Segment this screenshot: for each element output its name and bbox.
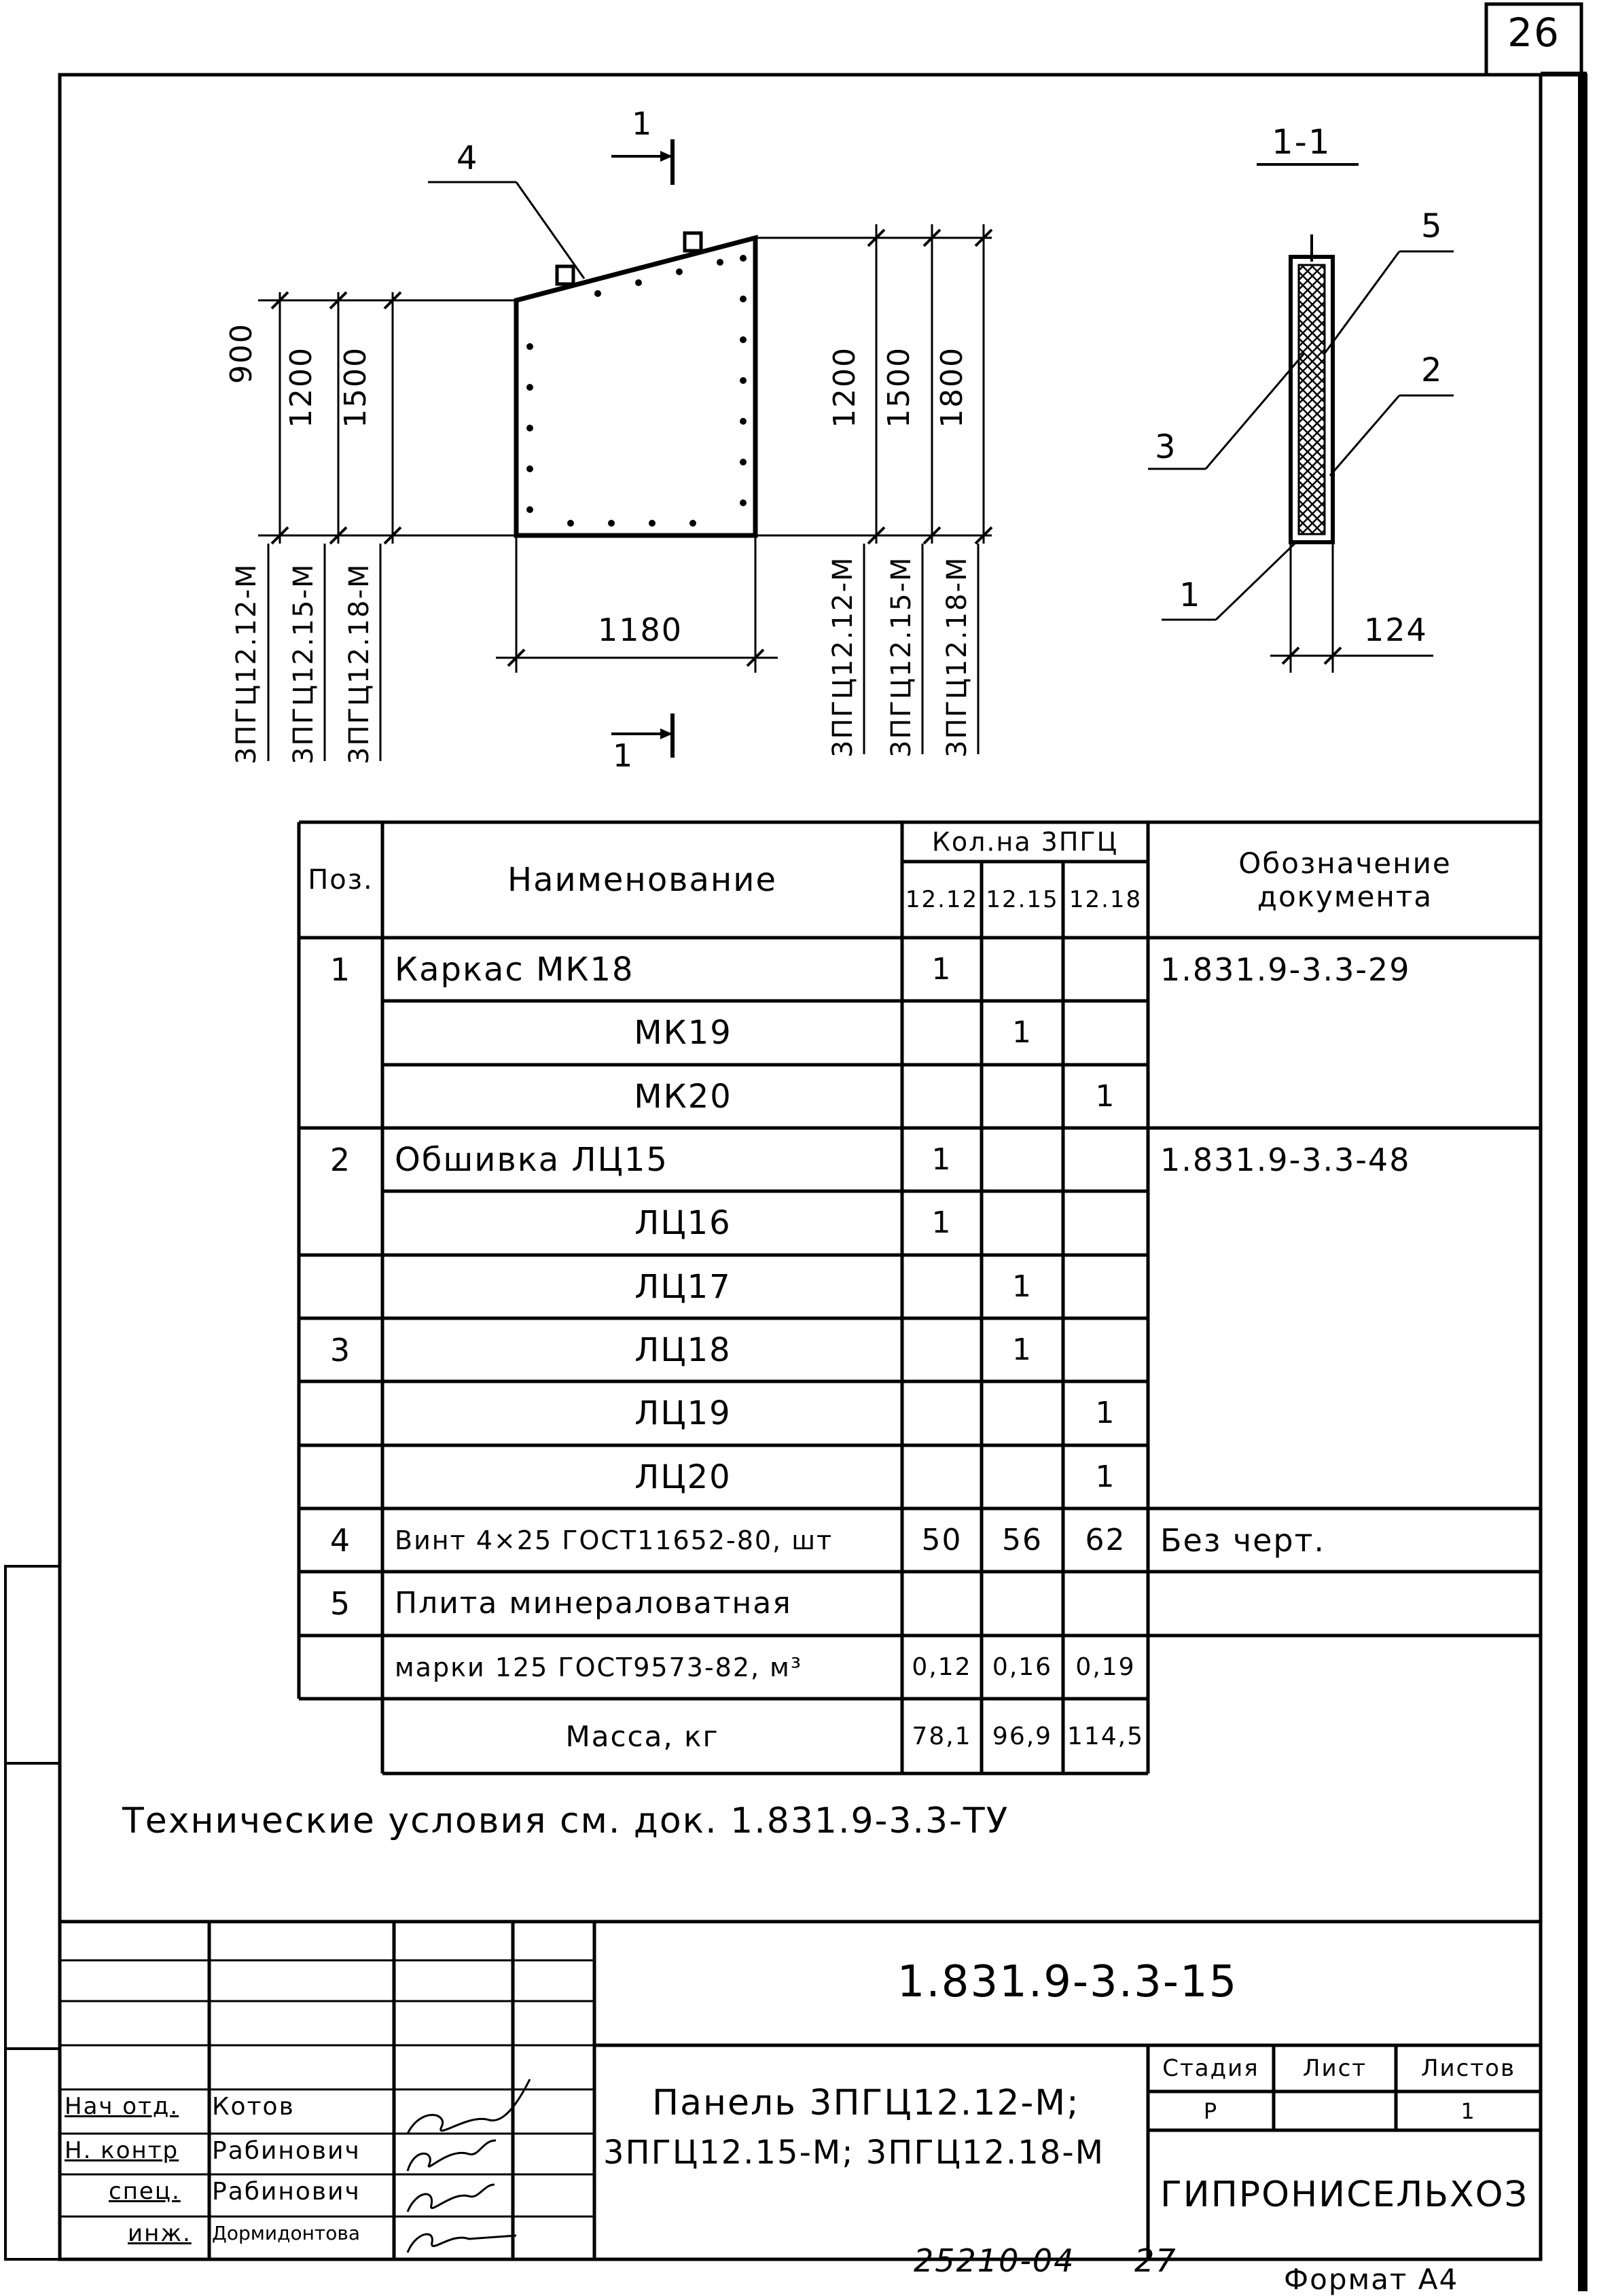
height-dim-1500-right: 1500	[882, 347, 916, 428]
stage-label: Стадия	[1162, 2055, 1259, 2082]
spec-row-3-qty-1218: 1	[1095, 1079, 1116, 1114]
spec-row-7-name: ЛЦ18	[634, 1330, 732, 1369]
header-name: Наименование	[507, 861, 777, 899]
mass-1212: 78,1	[912, 1722, 972, 1750]
spec-row-10-name: Винт 4×25 ГОСТ11652-80, шт	[395, 1525, 833, 1555]
spec-row-10-qty-1215: 56	[1002, 1523, 1043, 1557]
mark-left-1215: 3ПГЦ12.15-М	[288, 563, 319, 764]
spec-row-10-qty-1212: 50	[921, 1523, 963, 1557]
spec-row-10-pos: 4	[329, 1521, 352, 1559]
height-dim-900: 900	[224, 323, 259, 384]
callout-4: 4	[456, 139, 479, 177]
spec-row-12-qty-1212: 0,12	[912, 1653, 972, 1681]
height-dim-1200-left: 1200	[284, 347, 319, 428]
signer-name-4: Дормидонтова	[212, 2222, 360, 2244]
signer-role-3: спец.	[109, 2178, 181, 2205]
mass-label: Масса, кг	[565, 1719, 719, 1753]
sheets-value: 1	[1460, 2098, 1476, 2124]
header-pos: Поз.	[308, 864, 374, 896]
sheet-label: Лист	[1302, 2055, 1367, 2082]
mass-1218: 114,5	[1066, 1722, 1145, 1750]
format-label: Формат А4	[1284, 2263, 1459, 2296]
spec-row-3-name: МК20	[634, 1077, 732, 1116]
section-mark-bottom: 1	[613, 737, 634, 774]
section-callout-5: 5	[1421, 207, 1443, 245]
title-line-2: 3ПГЦ12.15-М; 3ПГЦ12.18-М	[603, 2134, 1105, 2172]
header-qty-1212: 12.12	[905, 886, 979, 913]
spec-row-1-pos: 1	[329, 951, 352, 988]
signer-name-1: Котов	[212, 2093, 295, 2121]
spec-row-7-qty-1215: 1	[1012, 1332, 1033, 1367]
header-qty-group: Кол.на 3ПГЦ	[931, 827, 1119, 857]
signer-name-3: Рабинович	[212, 2178, 361, 2206]
signer-role-4: инж.	[128, 2220, 192, 2247]
section-mark-top: 1	[632, 105, 653, 142]
spec-row-12-name: марки 125 ГОСТ9573-82, м³	[395, 1652, 803, 1682]
spec-row-4-doc: 1.831.9-3.3-48	[1160, 1141, 1411, 1178]
sheet-value	[1274, 2091, 1396, 2130]
header-qty-1215: 12.15	[986, 886, 1059, 913]
organization-name: ГИПРОНИСЕЛЬХОЗ	[1160, 2174, 1528, 2215]
header-qty-1218: 12.18	[1069, 886, 1143, 913]
mark-right-1215: 3ПГЦ12.15-М	[886, 556, 917, 758]
section-title: 1-1	[1272, 122, 1331, 162]
archive-number: 25210-04	[914, 2242, 1075, 2279]
spec-row-2-qty-1215: 1	[1012, 1015, 1033, 1050]
header-doc: Обозначение документа	[1238, 847, 1452, 913]
height-dim-1500-left: 1500	[338, 347, 373, 428]
height-dim-1800: 1800	[935, 347, 969, 428]
mass-1215: 96,9	[992, 1722, 1053, 1750]
spec-row-4-pos: 2	[329, 1141, 352, 1178]
spec-row-1-qty-1212: 1	[931, 952, 952, 987]
spec-row-7-pos: 3	[329, 1331, 352, 1368]
spec-row-6-qty-1215: 1	[1012, 1269, 1033, 1304]
spec-row-8-name: ЛЦ19	[634, 1394, 732, 1432]
mark-right-1212: 3ПГЦ12.12-М	[827, 556, 859, 758]
spec-row-6-name: ЛЦ17	[634, 1267, 732, 1306]
page-number: 26	[1507, 10, 1560, 56]
height-dim-1200-right: 1200	[827, 347, 862, 428]
spec-row-10-doc: Без черт.	[1160, 1521, 1326, 1559]
spec-row-5-name: ЛЦ16	[634, 1203, 732, 1242]
sheets-label: Листов	[1420, 2055, 1515, 2082]
spec-row-5-qty-1212: 1	[931, 1205, 952, 1240]
section-callout-3: 3	[1155, 428, 1177, 466]
technical-conditions-note: Технические условия см. док. 1.831.9-3.3-ТУ	[122, 1801, 1009, 1841]
document-code: 1.831.9-3.3-15	[897, 1957, 1238, 2007]
spec-row-9-qty-1218: 1	[1095, 1460, 1116, 1494]
spec-row-12-qty-1218: 0,19	[1075, 1653, 1136, 1681]
stage-value: Р	[1203, 2098, 1219, 2124]
spec-row-10-qty-1218: 62	[1085, 1523, 1126, 1557]
spec-row-4-name: Обшивка ЛЦ15	[395, 1140, 668, 1179]
spec-row-1-name: Каркас МК18	[395, 950, 634, 989]
spec-row-11-name: Плита минераловатная	[395, 1586, 792, 1621]
archive-sheet: 27	[1134, 2242, 1177, 2279]
mark-left-1212: 3ПГЦ12.12-М	[231, 563, 262, 764]
section-callout-2: 2	[1421, 351, 1443, 389]
title-line-1: Панель 3ПГЦ12.12-М;	[652, 2083, 1080, 2123]
section-callout-1: 1	[1179, 576, 1202, 614]
spec-row-12-qty-1215: 0,16	[992, 1653, 1053, 1681]
spec-row-11-pos: 5	[329, 1585, 352, 1622]
signer-role-1: Нач отд.	[65, 2093, 179, 2120]
spec-row-8-qty-1218: 1	[1095, 1396, 1116, 1430]
signer-role-2: Н. контр	[65, 2137, 179, 2164]
width-dimension: 1180	[598, 612, 683, 648]
spec-row-2-name: МК19	[634, 1013, 732, 1052]
mark-left-1218: 3ПГЦ12.18-М	[344, 563, 375, 764]
signer-name-2: Рабинович	[212, 2137, 361, 2165]
spec-row-9-name: ЛЦ20	[634, 1458, 732, 1496]
spec-row-4-qty-1212: 1	[931, 1142, 952, 1177]
spec-row-1-doc: 1.831.9-3.3-29	[1160, 951, 1411, 988]
mark-right-1218: 3ПГЦ12.18-М	[941, 556, 973, 758]
thickness-dimension: 124	[1364, 612, 1428, 648]
